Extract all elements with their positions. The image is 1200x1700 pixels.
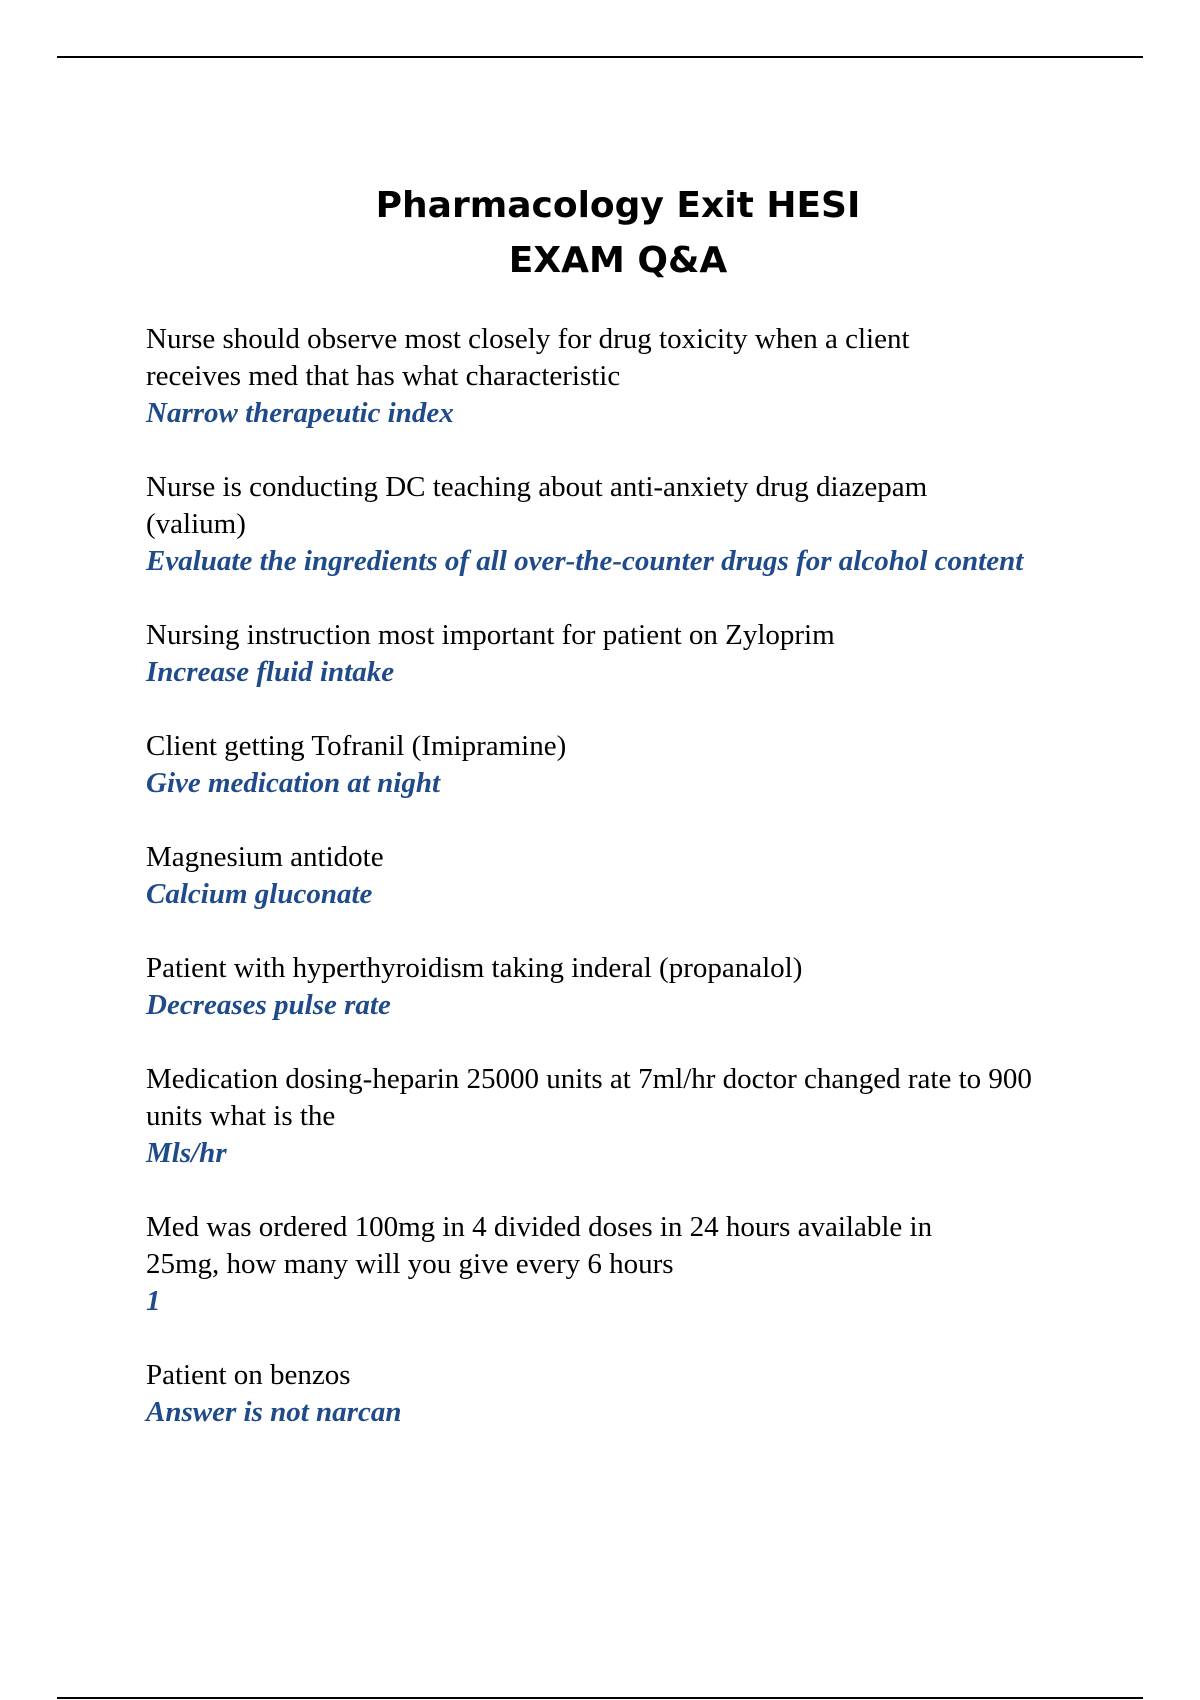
title-line-1: Pharmacology Exit HESI [375,185,861,226]
qa-item [146,728,1066,802]
answer-text: Evaluate the ingredients of all over-the-counter drugs for alcohol content [146,545,1024,577]
qa-item [146,617,1066,691]
page-title [0,178,1200,288]
qa-item [146,321,1066,432]
qa-item [146,1061,1066,1172]
question-text: Nurse should observe most closely for drug toxicity when a client receives med that has what characteristic [146,323,910,392]
question-text: Patient with hyperthyroidism taking inderal (propanalol) [146,952,803,984]
bottom-rule [57,1697,1143,1699]
answer-text: Answer is not narcan [146,1396,402,1428]
question-text: Nurse is conducting DC teaching about anti-anxiety drug diazepam (valium) [146,471,928,540]
answer-text: Calcium gluconate [146,878,373,910]
answer-text: 1 [146,1285,161,1317]
answer-text: Narrow therapeutic index [146,397,454,429]
question-text: Med was ordered 100mg in 4 divided doses in 24 hours available in 25mg, how many will you give every 6 hours [146,1211,933,1280]
question-text: Medication dosing-heparin 25000 units at 7ml/hr doctor changed rate to 900 units what is the [146,1063,1032,1132]
qa-item [146,1209,1066,1320]
answer-text: Decreases pulse rate [146,989,391,1021]
answer-text: Mls/hr [146,1137,227,1169]
question-text: Patient on benzos [146,1359,351,1391]
top-rule [57,56,1143,58]
answer-text: Give medication at night [146,767,441,799]
qa-item [146,1357,1066,1431]
title-line-2: EXAM Q&A [508,240,728,281]
question-text: Magnesium antidote [146,841,384,873]
question-text: Client getting Tofranil (Imipramine) [146,730,567,762]
answer-text: Increase fluid intake [146,656,395,688]
question-text: Nursing instruction most important for patient on Zyloprim [146,619,835,651]
qa-item [146,469,1066,580]
qa-list [146,321,1066,1468]
qa-item [146,950,1066,1024]
qa-item [146,839,1066,913]
